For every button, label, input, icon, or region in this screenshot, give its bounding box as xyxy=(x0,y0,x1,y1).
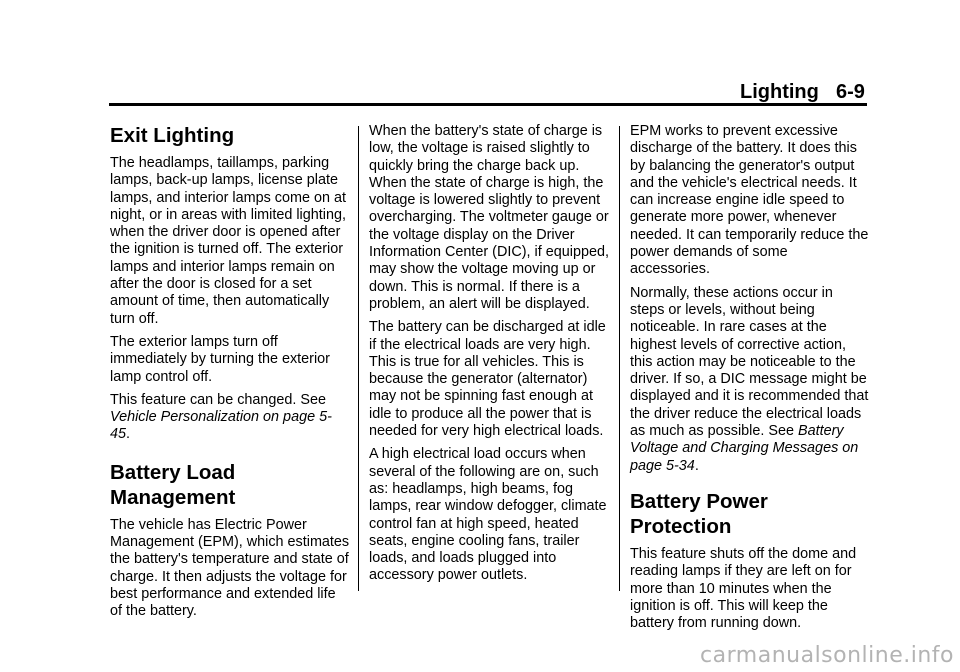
watermark: carmanualsonline.info xyxy=(700,643,954,668)
paragraph: When the battery's state of charge is low, the voltage is raised slightly to quickly bring the charge back up. When the state of charge is high, the voltage is lowered slightly to prevent overcharging. The voltmeter gauge or the voltage display on the Driver Information Center (DIC), if equipped, may show the voltage moving up or down. This is normal. If there is a problem, an alert will be displayed. xyxy=(369,123,609,312)
paragraph: This feature shuts off the dome and reading lamps if they are left on for more than 10 minutes when the ignition is off. This will keep the battery from running down. xyxy=(630,545,857,632)
exit-lighting-heading: Exit Lighting xyxy=(110,124,235,147)
cross-reference-link[interactable]: Battery Voltage and Charging Messages on page 5-34 xyxy=(630,423,859,474)
paragraph xyxy=(110,392,350,444)
cross-reference-link[interactable]: Vehicle Personalization on page 5-45 xyxy=(110,409,332,443)
paragraph: The vehicle has Electric Power Management (EPM), which estimates the battery's temperature and state of charge. It then adjusts the voltage for best performance and extended life of the battery. xyxy=(110,516,350,620)
column-divider xyxy=(619,126,620,591)
paragraph: The headlamps, taillamps, parking lamps, back-up lamps, license plate lamps, and interior lamps come on at night, or in areas with limited lighting, when the driver door is opened after the ignition is turned off. The exterior lamps and interior lamps remain on after the door is closed for a set amount of time, then automatically turn off. xyxy=(110,155,346,327)
paragraph: The exterior lamps turn off immediately by turning the exterior lamp control off. xyxy=(110,333,330,385)
header-rule xyxy=(109,103,867,106)
paragraph-text: Normally, these actions occur in steps or levels, without being noticeable. In rare cases at the highest levels of corrective action, this action may be noticeable to the driver. If so, a DIC message might be displayed and it is recommended that the driver reduce the electrical loads as much as possible. See xyxy=(630,284,869,440)
paragraph xyxy=(630,285,870,475)
page-number: 6-9 xyxy=(836,81,865,103)
paragraph: EPM works to prevent excessive discharge of the battery. It does this by balancing the generator's output and the vehicle's electrical needs. It can increase engine idle speed to generate more power, whenever needed. It can temporarily reduce the power demands of some accessories. xyxy=(630,123,869,278)
section-title: Lighting xyxy=(740,81,819,103)
column-1 xyxy=(110,123,350,627)
paragraph-end: . xyxy=(126,426,131,443)
column-2 xyxy=(369,123,609,591)
column-divider xyxy=(358,126,359,591)
battery-power-heading: Battery Power Protection xyxy=(630,489,768,538)
paragraph: A high electrical load occurs when several of the following are on, such as: headlamps, high beams, fog lamps, rear window defogger, climate control fan at high speed, heated seats, engine cooling fans, trailer loads, and loads plugged into accessory power outlets. xyxy=(369,446,607,584)
paragraph-end: . xyxy=(694,457,699,474)
battery-load-heading: Battery Load Management xyxy=(110,460,236,509)
paragraph: The battery can be discharged at idle if the electrical loads are very high. This is true for all vehicles. This is because the generator (alternator) may not be spinning fast enough at idle to produce all the power that is needed for very high electrical loads. xyxy=(369,319,606,440)
column-3 xyxy=(630,123,870,638)
paragraph-text: This feature can be changed. See xyxy=(110,391,327,408)
